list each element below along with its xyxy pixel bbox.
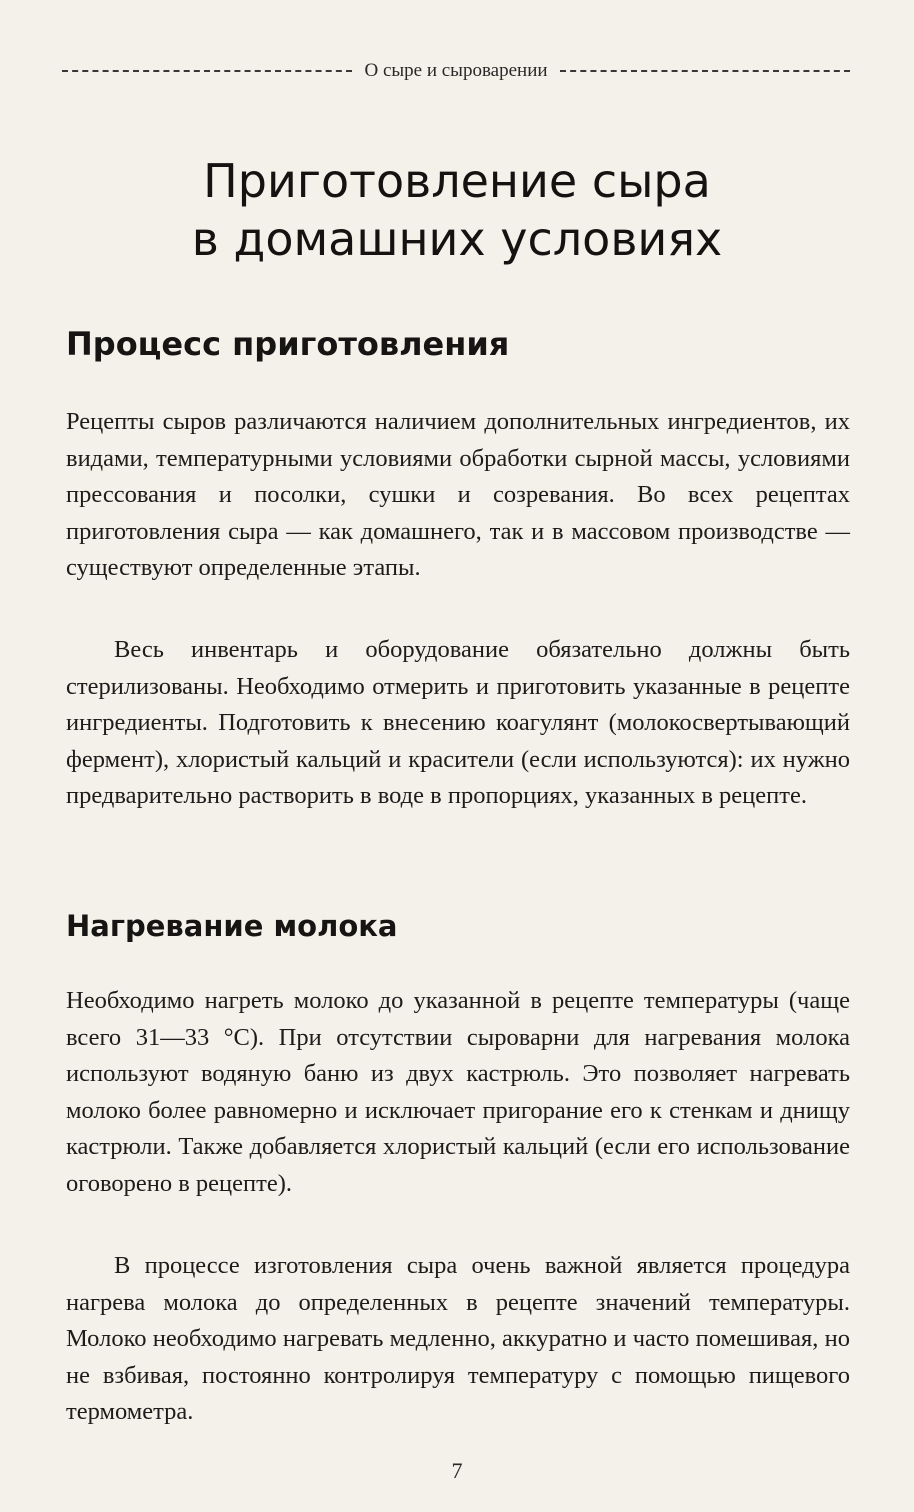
- section-heading-process: Процесс приготовления: [66, 325, 510, 363]
- running-head-text: О сыре и сыроварении: [364, 60, 548, 81]
- section-heading-heating-milk: Нагревание молока: [66, 909, 398, 943]
- paragraph: Необходимо нагреть молоко до указанной в рецепте температуры (чаще всего 31—33 °С). При отсутствии сыроварни для нагревания молока используют водяную баню из двух кастрюль. Это позволяет нагревать молоко более равномерно и исключает пригорание его к стенкам и днищу кастрюли. Также добавляется хлористый кальций (если его использование оговорено в рецепте).: [66, 987, 850, 1197]
- paragraph: Рецепты сыров различаются наличием дополнительных ингредиентов, их видами, температурными условиями обработки сырной массы, условиями прессования и посолки, сушки и созревания. Во всех рецептах приготовления сыра — как домашнего, так и в массовом производстве — существуют определенные этапы.: [66, 408, 850, 582]
- page-number: 7: [451, 1458, 463, 1483]
- running-head-rule-right: [560, 70, 850, 72]
- chapter-title: [60, 152, 854, 268]
- chapter-title-line-1: Приготовление сыра: [203, 154, 711, 208]
- running-head: [62, 56, 850, 86]
- paragraph: Весь инвентарь и оборудование обязательно должны быть стерилизованы. Необходимо отмерить и приготовить указанные в рецепте ингредиенты. Подготовить к внесению коагулянт (молокосвертывающий фермент), хлористый кальций и красители (если используются): их нужно предварительно растворить в воде в пропорциях, указанных в рецепте.: [66, 636, 850, 810]
- chapter-title-line-2: в домашних условиях: [191, 212, 723, 266]
- running-head-rule-left: [62, 70, 352, 72]
- paragraph: В процессе изготовления сыра очень важной является процедура нагрева молока до определенных в рецепте значений температуры. Молоко необходимо нагревать медленно, аккуратно и часто помешивая, но не взбивая, постоянно контролируя температуру с помощью пищевого термометра.: [66, 1252, 850, 1426]
